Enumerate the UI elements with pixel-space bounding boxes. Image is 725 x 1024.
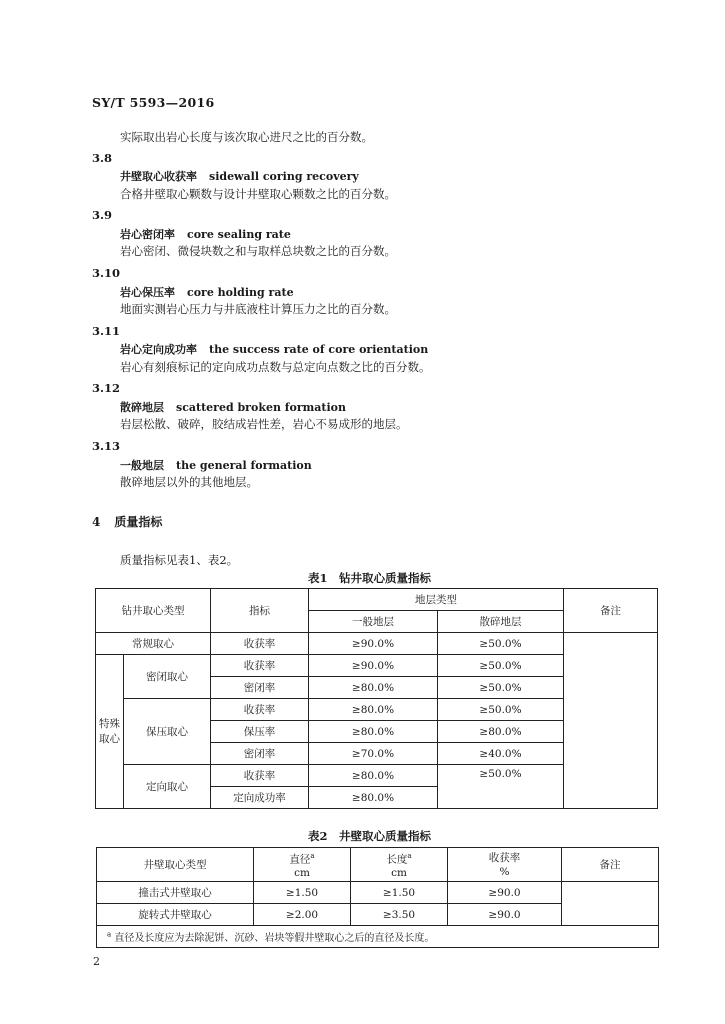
cell-general: ≥90.0% — [309, 633, 438, 655]
term-chinese: 岩心密闭率 — [120, 228, 175, 241]
term-chinese: 岩心定向成功率 — [120, 343, 197, 356]
recovery-text: 收获率 — [488, 851, 521, 864]
clause-number: 3.10 — [92, 266, 121, 280]
cell-index: 收获率 — [211, 699, 309, 721]
clause-term — [120, 341, 428, 357]
term-english: core sealing rate — [187, 228, 291, 241]
term-chinese: 井壁取心收获率 — [120, 170, 197, 183]
unit-cm: cm — [294, 867, 310, 880]
cell-general: ≥80.0% — [309, 787, 438, 809]
row-type: 定向取心 — [124, 765, 211, 809]
cell-type: 撞击式井壁取心 — [97, 882, 254, 904]
clause-3-7-definition: 实际取出岩心长度与该次取心进尺之比的百分数。 — [120, 130, 373, 144]
cell-broken: ≥50.0% — [438, 655, 564, 677]
table1-caption: 表1 钻井取心质量指标 — [308, 571, 432, 585]
footnote-text: 直径及长度应为去除泥饼、沉砂、岩块等假井壁取心之后的直径及长度。 — [114, 933, 435, 944]
clause-definition: 散碎地层以外的其他地层。 — [120, 475, 258, 489]
clause-definition: 岩心密闭、微侵块数之和与取样总块数之比的百分数。 — [120, 244, 396, 258]
cell-index: 保压率 — [211, 721, 309, 743]
term-english: the success rate of core orientation — [209, 343, 429, 356]
header-index: 指标 — [211, 589, 309, 633]
section-heading — [92, 513, 162, 530]
clause-number: 3.12 — [92, 381, 121, 395]
cell-general: ≥80.0% — [309, 721, 438, 743]
unit-cm: cm — [391, 867, 407, 880]
cell-broken: ≥50.0% — [438, 765, 564, 809]
special-coring-text: 特殊取心 — [99, 717, 120, 745]
term-english: the general formation — [176, 459, 312, 472]
cell-index: 密闭率 — [211, 677, 309, 699]
diameter-text: 直径 — [289, 853, 311, 866]
running-header: SY/T 5593—2016 — [92, 95, 215, 110]
section-intro: 质量指标见表1、表2。 — [120, 553, 239, 567]
table-header-row — [96, 589, 658, 611]
header-diameter — [254, 848, 351, 882]
note-mark: a — [407, 851, 412, 860]
clause-term — [120, 226, 291, 242]
cell-general: ≥80.0% — [309, 677, 438, 699]
clause-definition: 岩层松散、破碎，胶结成岩性差，岩心不易成形的地层。 — [120, 417, 408, 431]
clause-term — [120, 457, 312, 473]
special-coring-label — [96, 655, 124, 809]
header-broken-formation: 散碎地层 — [438, 611, 564, 633]
cell-remark — [562, 882, 659, 926]
cell-remark — [564, 633, 658, 809]
cell-broken: ≥80.0% — [438, 721, 564, 743]
table-row — [97, 882, 659, 904]
table-header-row — [97, 848, 659, 882]
clause-definition: 合格井壁取心颗数与设计井壁取心颗数之比的百分数。 — [120, 187, 396, 201]
cell-index: 收获率 — [211, 765, 309, 787]
section-title: 质量指标 — [114, 515, 163, 529]
cell-recovery: ≥90.0 — [448, 904, 562, 926]
cell-diameter: ≥2.00 — [254, 904, 351, 926]
cell-type: 旋转式井壁取心 — [97, 904, 254, 926]
row-type: 保压取心 — [124, 699, 211, 765]
header-length — [351, 848, 448, 882]
length-text: 长度 — [386, 853, 408, 866]
note-mark: a — [310, 851, 315, 860]
note-mark: a — [107, 930, 112, 939]
cell-broken: ≥50.0% — [438, 699, 564, 721]
table1 — [95, 588, 658, 809]
cell-length: ≥3.50 — [351, 904, 448, 926]
clause-definition: 岩心有刻痕标记的定向成功点数与总定向点数之比的百分数。 — [120, 360, 431, 374]
term-chinese: 散碎地层 — [120, 401, 164, 414]
clause-term — [120, 168, 359, 184]
cell-index: 收获率 — [211, 655, 309, 677]
table2 — [96, 847, 659, 948]
clause-definition: 地面实测岩心压力与井底液柱计算压力之比的百分数。 — [120, 302, 396, 316]
term-chinese: 岩心保压率 — [120, 286, 175, 299]
clause-term — [120, 399, 346, 415]
unit-percent: % — [499, 865, 510, 878]
header-remark: 备注 — [562, 848, 659, 882]
header-coring-type: 钻井取心类型 — [96, 589, 211, 633]
cell-general: ≥80.0% — [309, 765, 438, 787]
clause-number: 3.8 — [92, 151, 113, 165]
term-english: scattered broken formation — [176, 401, 346, 414]
cell-recovery: ≥90.0 — [448, 882, 562, 904]
header-length-label — [351, 849, 447, 867]
header-sidewall-type: 井壁取心类型 — [97, 848, 254, 882]
cell-general: ≥70.0% — [309, 743, 438, 765]
clause-number: 3.13 — [92, 439, 121, 453]
term-english: sidewall coring recovery — [209, 170, 359, 183]
clause-number: 3.11 — [92, 324, 121, 338]
cell-broken: ≥50.0% — [438, 633, 564, 655]
header-diameter-label — [254, 849, 350, 867]
term-english: core holding rate — [187, 286, 294, 299]
clause-number: 3.9 — [92, 208, 113, 222]
section-number: 4 — [92, 515, 101, 529]
table-row — [96, 633, 658, 655]
cell-general: ≥80.0% — [309, 699, 438, 721]
cell-index: 定向成功率 — [211, 787, 309, 809]
cell-index: 密闭率 — [211, 743, 309, 765]
cell-diameter: ≥1.50 — [254, 882, 351, 904]
table-note-row — [97, 926, 659, 948]
header-general-formation: 一般地层 — [309, 611, 438, 633]
row-type: 密闭取心 — [124, 655, 211, 699]
header-remark: 备注 — [564, 589, 658, 633]
row-type: 常规取心 — [96, 633, 211, 655]
header-formation-type: 地层类型 — [309, 589, 564, 611]
page-number: 2 — [93, 955, 100, 968]
table-footnote — [97, 926, 659, 948]
cell-general: ≥90.0% — [309, 655, 438, 677]
clause-term — [120, 284, 294, 300]
cell-index: 收获率 — [211, 633, 309, 655]
cell-broken: ≥40.0% — [438, 743, 564, 765]
cell-length: ≥1.50 — [351, 882, 448, 904]
header-recovery — [448, 848, 562, 882]
term-chinese: 一般地层 — [120, 459, 164, 472]
table2-caption: 表2 井壁取心质量指标 — [308, 829, 432, 843]
cell-broken: ≥50.0% — [438, 677, 564, 699]
